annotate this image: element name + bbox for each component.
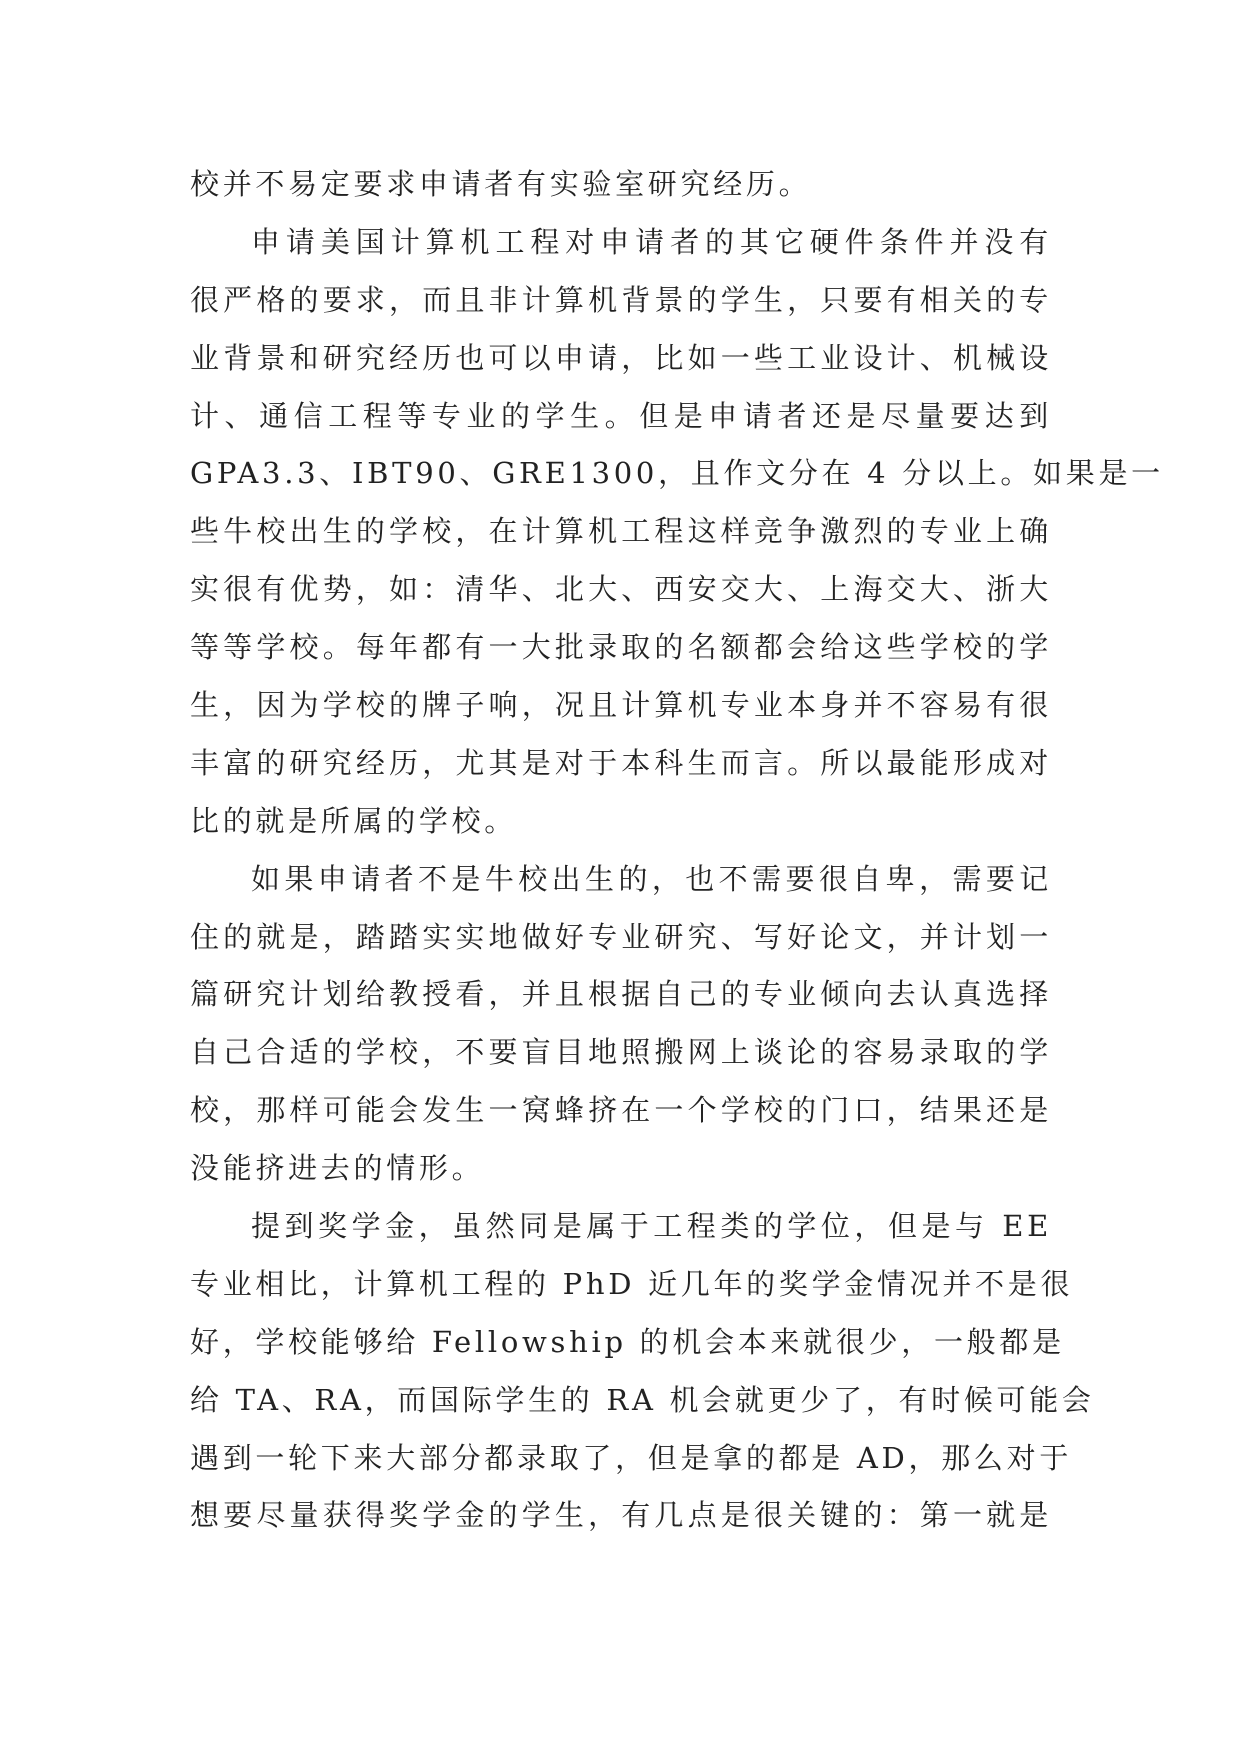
text-line-13: 如果申请者不是牛校出生的，也不需要很自卑，需要记 xyxy=(251,861,1052,896)
text-line-18: 没能挤进去的情形。 xyxy=(190,1151,485,1186)
text-line-10: 生，因为学校的牌子响，况且计算机专业本身并不容易有很 xyxy=(190,688,1052,723)
text-line-16: 自己合适的学校，不要盲目地照搬网上谈论的容易录取的学 xyxy=(190,1035,1052,1070)
text-line-23: 遇到一轮下来大部分都录取了，但是拿的都是 AD，那么对于 xyxy=(190,1440,1073,1475)
text-line-8: 实很有优势，如：清华、北大、西安交大、上海交大、浙大 xyxy=(190,572,1052,607)
text-line-1: 校并不易定要求申请者有实验室研究经历。 xyxy=(190,167,812,201)
text-line-21: 好，学校能够给 Fellowship 的机会本来就很少，一般都是 xyxy=(190,1324,1065,1359)
text-line-17: 校，那样可能会发生一窝蜂挤在一个学校的门口，结果还是 xyxy=(190,1093,1052,1128)
text-line-22: 给 TA、RA，而国际学生的 RA 机会就更少了，有时候可能会 xyxy=(190,1382,1095,1417)
text-line-9: 等等学校。每年都有一大批录取的名额都会给这些学校的学 xyxy=(190,630,1052,665)
text-line-24: 想要尽量获得奖学金的学生，有几点是很关键的：第一就是 xyxy=(190,1498,1052,1533)
text-line-3: 很严格的要求，而且非计算机背景的学生，只要有相关的专 xyxy=(190,282,1052,317)
text-line-12: 比的就是所属的学校。 xyxy=(190,803,518,838)
text-line-2: 申请美国计算机工程对申请者的其它硬件条件并没有 xyxy=(251,224,1052,259)
text-line-14: 住的就是，踏踏实实地做好专业研究、写好论文，并计划一 xyxy=(190,919,1052,954)
text-line-4: 业背景和研究经历也可以申请，比如一些工业设计、机械设 xyxy=(190,340,1052,375)
text-line-7: 些牛校出生的学校，在计算机工程这样竞争激烈的专业上确 xyxy=(190,514,1052,549)
document-body xyxy=(190,156,1164,1545)
text-line-20: 专业相比，计算机工程的 PhD 近几年的奖学金情况并不是很 xyxy=(190,1266,1074,1301)
text-line-6: GPA3.3、IBT90、GRE1300，且作文分在 4 分以上。如果是一 xyxy=(190,456,1164,491)
text-line-19: 提到奖学金，虽然同是属于工程类的学位，但是与 EE xyxy=(251,1209,1052,1244)
text-line-15: 篇研究计划给教授看，并且根据自己的专业倾向去认真选择 xyxy=(190,977,1052,1012)
text-line-11: 丰富的研究经历，尤其是对于本科生而言。所以最能形成对 xyxy=(190,745,1052,780)
text-line-5: 计、通信工程等专业的学生。但是申请者还是尽量要达到 xyxy=(190,398,1052,433)
